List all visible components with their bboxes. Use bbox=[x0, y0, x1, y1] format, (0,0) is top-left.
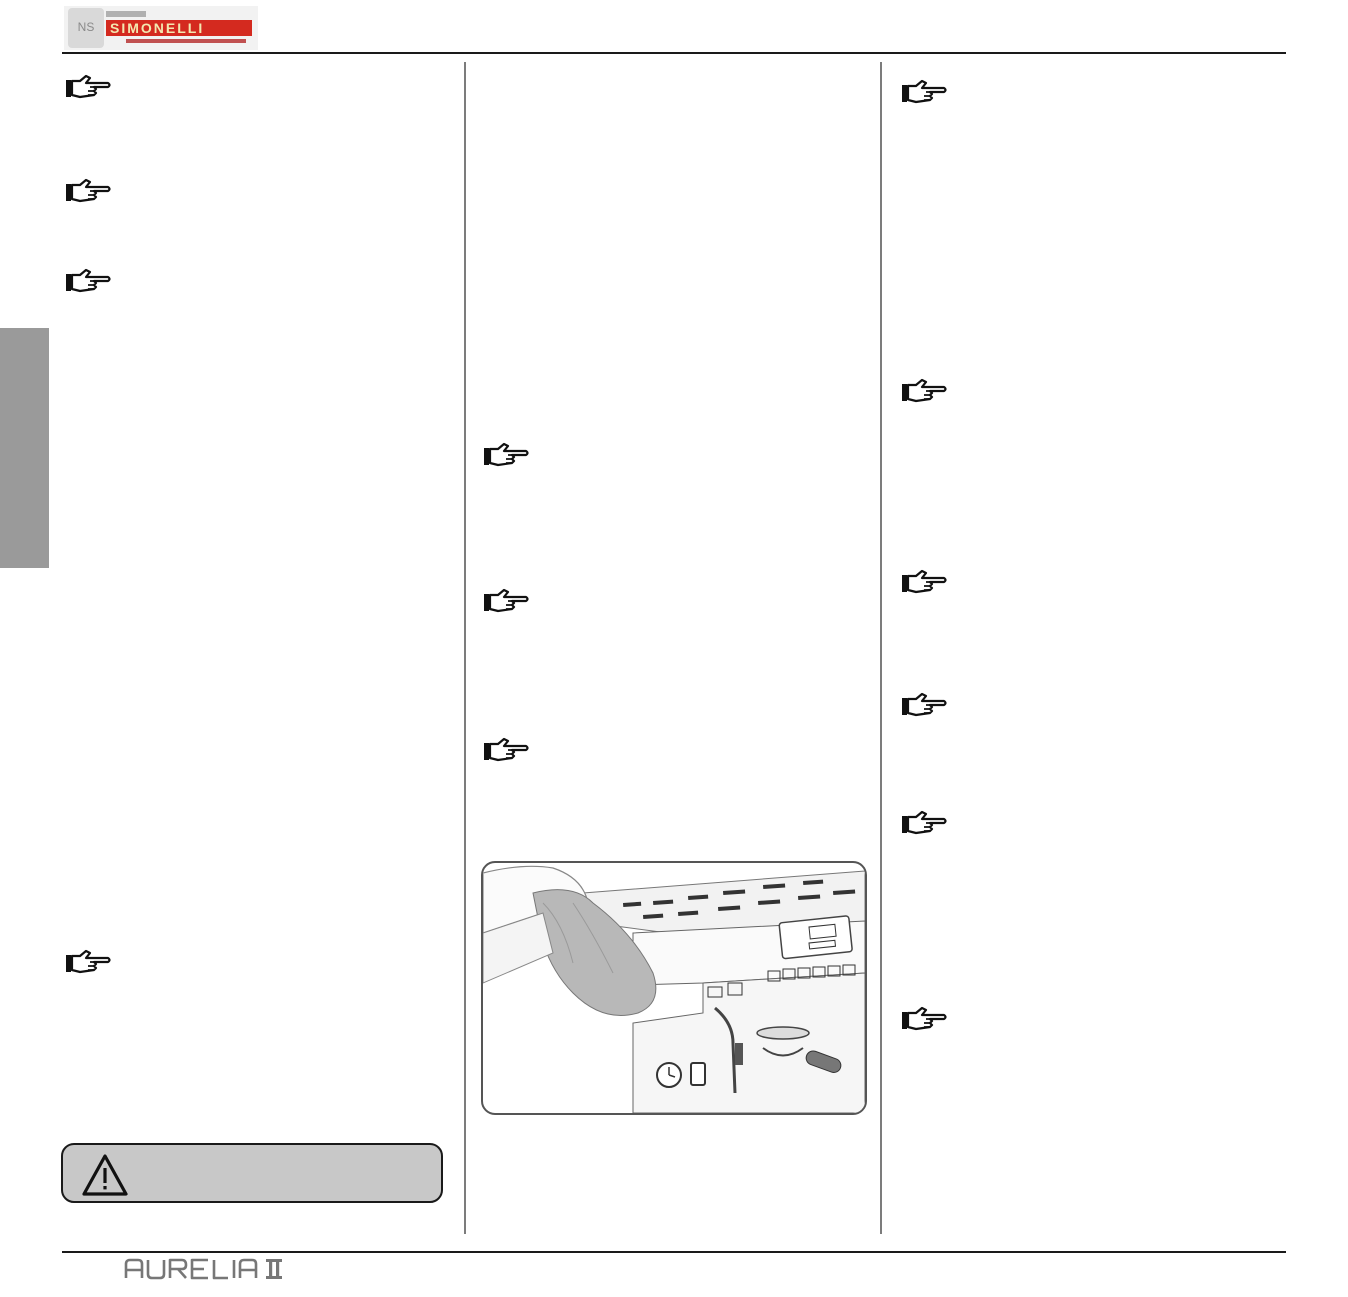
svg-text:NS: NS bbox=[77, 20, 95, 34]
espresso-machine-cleaning-illustration bbox=[481, 861, 867, 1115]
side-tab bbox=[0, 328, 49, 568]
pointing-hand-icon bbox=[64, 177, 112, 205]
pointing-hand-icon bbox=[482, 736, 530, 764]
header-rule bbox=[62, 52, 1286, 54]
warning-box bbox=[61, 1143, 443, 1203]
model-logo-graphic bbox=[124, 1256, 294, 1282]
pointing-hand-icon bbox=[482, 587, 530, 615]
warning-triangle-icon bbox=[81, 1153, 129, 1197]
svg-text:SIMONELLI: SIMONELLI bbox=[110, 20, 205, 36]
pointing-hand-icon bbox=[900, 377, 948, 405]
model-logo bbox=[124, 1256, 294, 1282]
brand-logo-graphic bbox=[64, 6, 258, 50]
column-divider bbox=[880, 62, 882, 1234]
footer-rule bbox=[62, 1251, 1286, 1253]
pointing-hand-icon bbox=[482, 441, 530, 469]
brand-logo bbox=[64, 6, 258, 50]
pointing-hand-icon bbox=[900, 691, 948, 719]
pointing-hand-icon bbox=[900, 568, 948, 596]
pointing-hand-icon bbox=[64, 267, 112, 295]
pointing-hand-icon bbox=[900, 809, 948, 837]
pointing-hand-icon bbox=[900, 1005, 948, 1033]
pointing-hand-icon bbox=[64, 73, 112, 101]
pointing-hand-icon bbox=[900, 78, 948, 106]
column-divider bbox=[464, 62, 466, 1234]
pointing-hand-icon bbox=[64, 948, 112, 976]
